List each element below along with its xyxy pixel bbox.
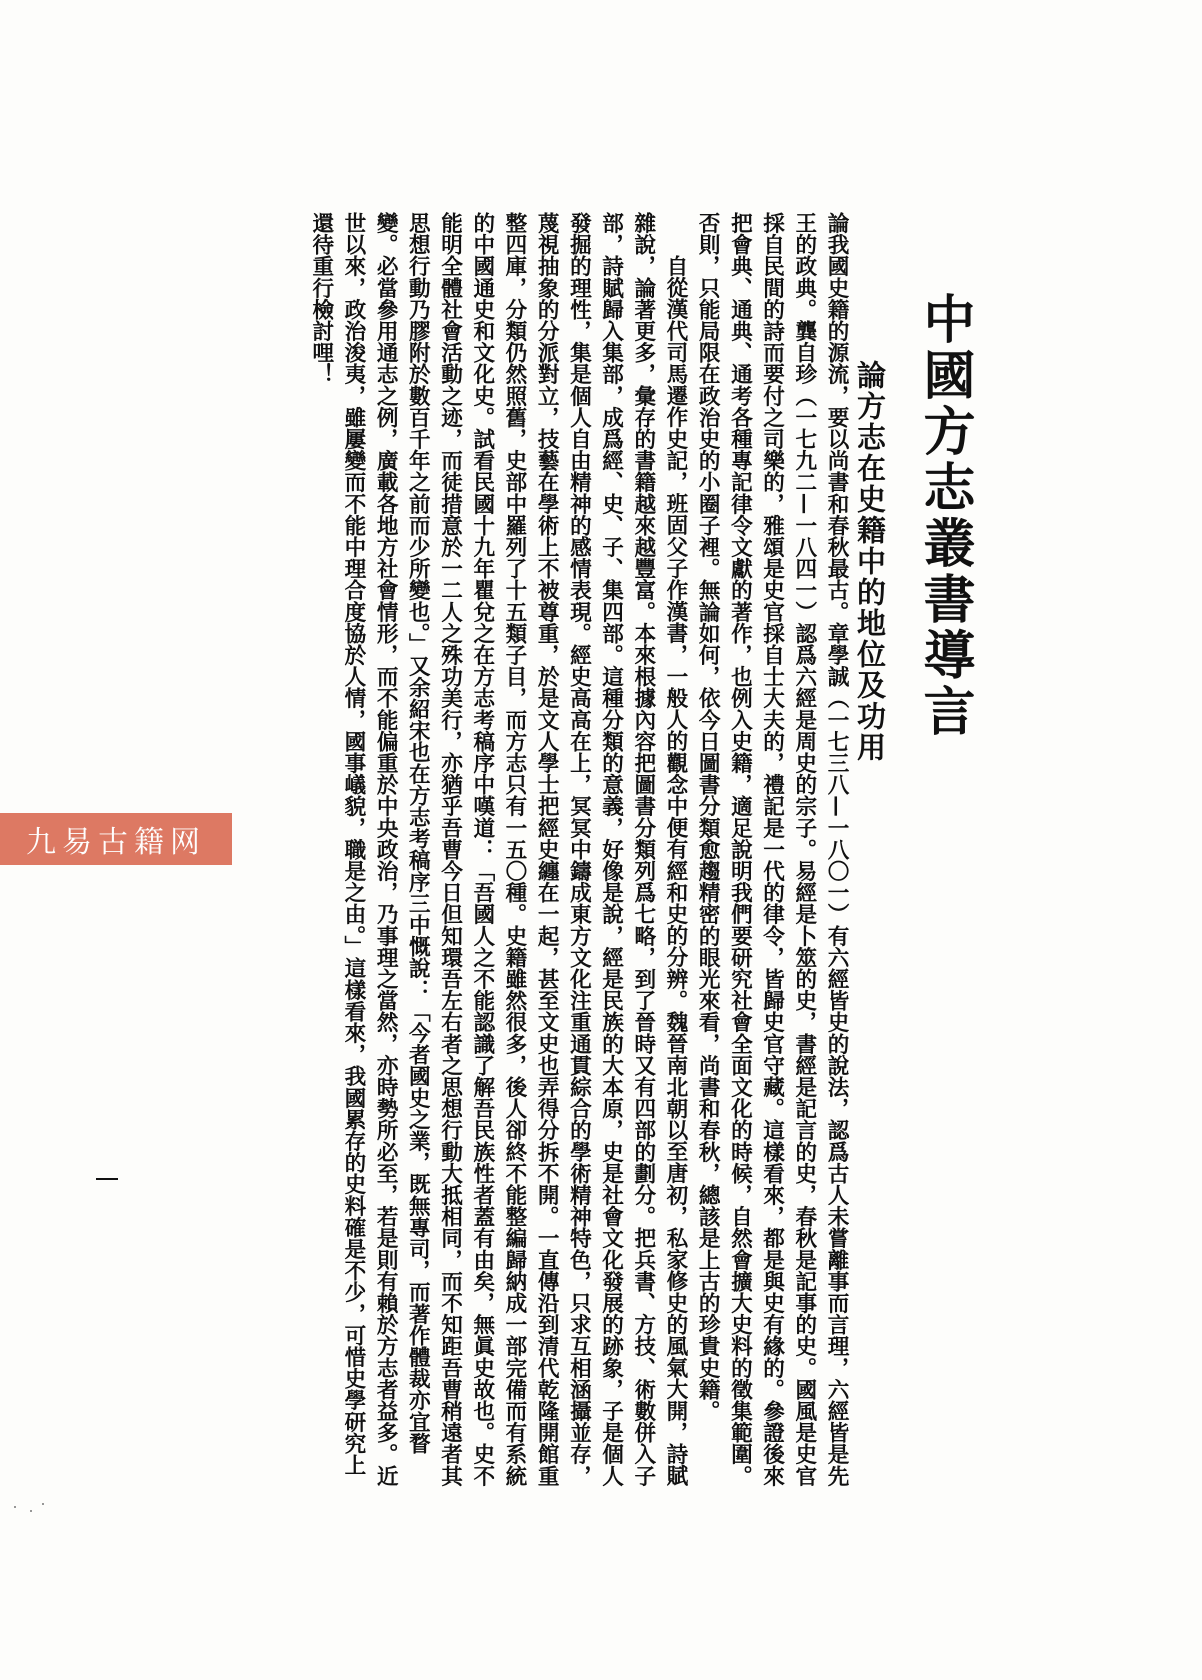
paragraph-2: 自從漢代司馬遷作史記，班固父子作漢書，一般人的觀念中便有經和史的分辨。魏晉南北朝以至唐初，私家修史的風氣大開，詩賦雜說，論著更多，彙存的書籍越來越豐富。本來根據內容把圖書分類列爲七略，到了晉時又有四部的劃分。把兵書、方技、術數併入子部，詩賦歸入集部，成爲經、史、子、集四部。這種分類的意義，好像是說，經是民族的大本原，史是社會文化發展的跡象，子是個人發掘的理性，集是個人自由精神的感情表現。經史高高在上，冥冥中鑄成東方文化注重通貫綜合的學術精神特色，只求互相涵攝並存，蔑視抽象的分派對立，技藝在學術上不被尊重，於是文人學士把經史纏在一起，甚至文史也弄得分拆不開。一直傳沿到清代乾隆開館重整四庫，分類仍然照舊，史部中羅列了十五類子目，而方志只有一五〇種。史籍雖然很多，後人卻終不能整編歸納成一部完備而有系統的中國通史和文化史。試看民國十九年瞿兌之在方志考稿序中嘆道：「吾國人之不能認識了解吾民族性者蓋有由矣，無眞史故也。史不能明全體社會活動之迹，而徒措意於一二人之殊功美行，亦猶乎吾曹今日但知環吾左右者之思想行動大抵相同，而不知距吾曹稍遠者其思想行動乃膠附於數百千年之前而少所變也。」又余紹宋也在方志考稿序三中慨說：「今者國史之業，既無專司，而著作體裁亦宜瞀變。必當參用通志之例，廣載各地方社會情形，而不能偏重於中央政治，乃事理之當然，亦時勢所必至，若是則有賴於方志者益多。近世以來，政治浚夷，雖屢變而不能中理合度協於人情，國事嶬貌，職是之由。」這樣看來，我國累存的史料確是不少，可惜史學研究上還待重行檢討哩！ [308,212,688,1487]
paragraph-1: 論我國史籍的源流，要以尚書和春秋最古。章學誠（一七三八—一八〇一）有六經皆史的說法，認爲古人未嘗離事而言理，六經皆是先王的政典。龔自珍（一七九二—一八四一）認爲六經是周史的宗子。易經是卜筮的史，書經是記言的史，春秋是記事的史。國風是史官採自民間的詩而要付之司樂的，雅頌是史官採自士大夫的，禮記是一代的律令，皆歸史官守藏。這樣看來，都是與史有緣的。參證後來把會典、通典、通考各種專記律令文獻的著作，也例入史籍，適足說明我們要研究社會全面文化的時候，自然會擴大史料的徵集範圍。否則，只能局限在政治史的小圈子裡。無論如何，依今日圖書分類愈趨精密的眼光來看，尚書和春秋，總該是上古的珍貴史籍。 [695,212,849,1487]
body-text [305,212,852,1492]
page-number-mark [96,1178,118,1180]
scan-speck [14,1506,16,1508]
page-title: 中國方志叢書導言 [914,292,975,740]
watermark-text: 九易古籍网 [26,825,206,860]
scan-speck [30,1510,32,1512]
scan-speck [42,1503,44,1505]
page-number [96,1178,97,1179]
watermark-banner [0,813,232,865]
page-subtitle: 論方志在史籍中的地位及功用 [853,360,887,763]
